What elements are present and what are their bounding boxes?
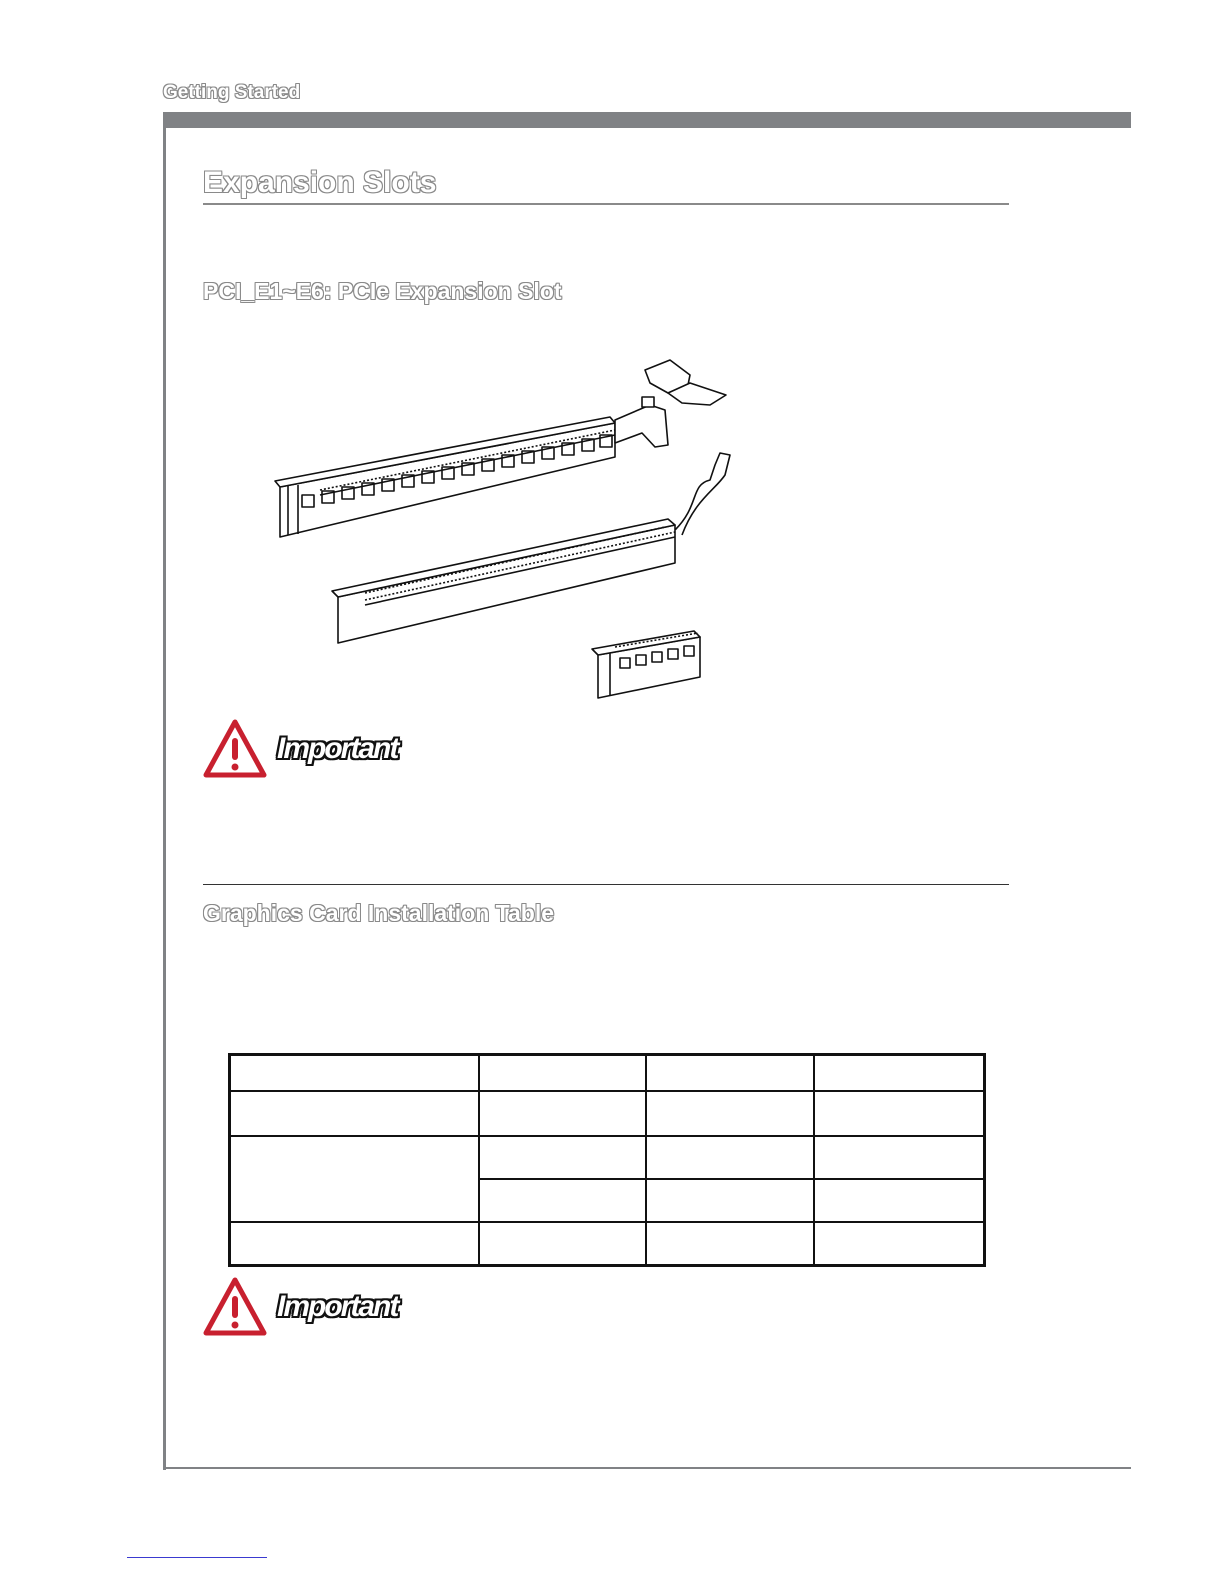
warning-triangle-icon bbox=[203, 718, 267, 780]
table-cell bbox=[814, 1179, 984, 1222]
important-label: Important bbox=[277, 1290, 398, 1323]
page-title: Expansion Slots bbox=[203, 166, 437, 199]
table-row bbox=[230, 1222, 985, 1266]
table-cell bbox=[230, 1222, 479, 1266]
table-cell bbox=[646, 1136, 814, 1179]
section-divider bbox=[203, 884, 1009, 885]
table-cell bbox=[814, 1091, 984, 1136]
table-row bbox=[230, 1136, 985, 1179]
table-heading: Graphics Card Installation Table bbox=[203, 900, 555, 926]
bottom-rule bbox=[163, 1467, 1131, 1469]
warning-triangle-icon bbox=[203, 1276, 267, 1338]
table-cell bbox=[814, 1055, 984, 1091]
table-cell bbox=[479, 1091, 646, 1136]
table-cell bbox=[646, 1179, 814, 1222]
table-cell bbox=[230, 1055, 479, 1091]
table-row bbox=[230, 1091, 985, 1136]
table-cell bbox=[230, 1136, 479, 1222]
important-label: Important bbox=[277, 732, 398, 765]
table-cell bbox=[479, 1222, 646, 1266]
table-cell bbox=[646, 1222, 814, 1266]
table-cell bbox=[646, 1091, 814, 1136]
table-cell bbox=[479, 1136, 646, 1179]
pcie-x1-slot bbox=[592, 631, 700, 698]
table-cell bbox=[479, 1055, 646, 1091]
important-note bbox=[203, 718, 397, 780]
important-note bbox=[203, 1276, 397, 1338]
graphics-card-installation-table bbox=[228, 1053, 986, 1267]
pcie-x16-slot bbox=[275, 360, 726, 537]
table-row bbox=[230, 1055, 985, 1091]
table-cell bbox=[814, 1136, 984, 1179]
section-label: Getting Started bbox=[163, 82, 301, 103]
left-rule bbox=[163, 112, 166, 1470]
title-rule bbox=[203, 203, 1009, 205]
header-bar bbox=[163, 112, 1131, 128]
table-cell bbox=[230, 1091, 479, 1136]
table-cell bbox=[479, 1179, 646, 1222]
table-cell bbox=[814, 1222, 984, 1266]
table-cell bbox=[646, 1055, 814, 1091]
pcie-slots-illustration bbox=[270, 355, 740, 705]
slot-heading: PCI_E1~E6: PCIe Expansion Slot bbox=[203, 278, 562, 304]
footer-link-underline[interactable] bbox=[127, 1557, 267, 1558]
